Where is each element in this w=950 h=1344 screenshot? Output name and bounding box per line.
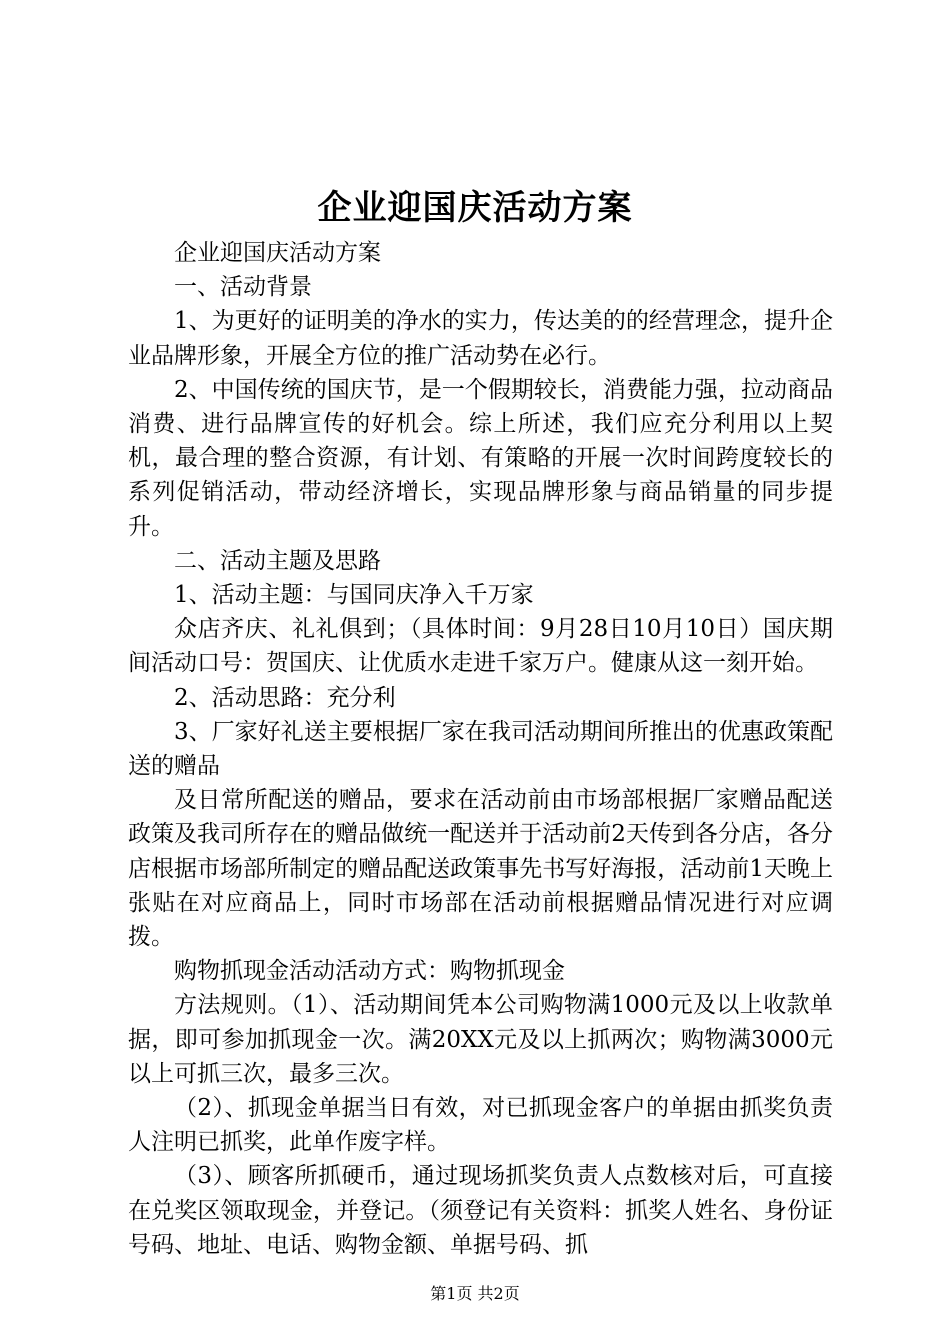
section-heading: 二、活动主题及思路 xyxy=(174,547,381,574)
paragraph: 及日常所配送的赠品，要求在活动前由市场部根据厂家赠品配送政策及我司所存在的赠品做统一配送并于活动前2天传到各分店，各分店根据市场部所制定的赠品配送政策事先书写好海报，活动前1天晚上张贴在对应商品上，同时市场部在活动前根据赠品情况进行对应调拨。 xyxy=(128,787,833,951)
paragraph: 1、活动主题：与国同庆净入千万家 xyxy=(174,582,534,609)
paragraph: 3、厂家好礼送主要根据厂家在我司活动期间所推出的优惠政策配送的赠品 xyxy=(128,718,833,780)
paragraph: 2、中国传统的国庆节，是一个假期较长，消费能力强，拉动商品消费、进行品牌宣传的好机会。综上所述，我们应充分利用以上契机，最合理的整合资源，有计划、有策略的开展一次时间跨度较长的系列促销活动，带动经济增长，实现品牌形象与商品销量的同步提升。 xyxy=(128,376,833,540)
paragraph: 方法规则。（1）、活动期间凭本公司购物满1000元及以上收款单据，即可参加抓现金一次。满20XX元及以上抓两次；购物满3000元以上可抓三次，最多三次。 xyxy=(128,992,833,1087)
paragraph: （3）、顾客所抓硬币，通过现场抓奖负责人点数核对后，可直接在兑奖区领取现金，并登记。（须登记有关资料：抓奖人姓名、身份证号码、地址、电话、购物金额、单据号码、抓 xyxy=(128,1163,833,1258)
paragraph: 购物抓现金活动活动方式：购物抓现金 xyxy=(174,958,565,985)
page-footer: 第1页 共2页 xyxy=(430,1284,520,1303)
paragraph: 1、为更好的证明美的净水的实力，传达美的的经营理念，提升企业品牌形象，开展全方位的推广活动势在必行。 xyxy=(128,308,833,369)
paragraph: 2、活动思路：充分利 xyxy=(174,684,396,711)
paragraph: 企业迎国庆活动方案 xyxy=(174,240,381,266)
paragraph: （2）、抓现金单据当日有效，对已抓现金客户的单据由抓奖负责人注明已抓奖，此单作废字样。 xyxy=(128,1095,833,1156)
document-title: 企业迎国庆活动方案 xyxy=(317,188,633,228)
section-heading: 一、活动背景 xyxy=(174,274,312,301)
paragraph: 众店齐庆、礼礼俱到；（具体时间：9月28日10月10日）国庆期间活动口号：贺国庆、让优质水走进千家万户。健康从这一刻开始。 xyxy=(128,616,833,677)
document-body xyxy=(128,236,833,1262)
